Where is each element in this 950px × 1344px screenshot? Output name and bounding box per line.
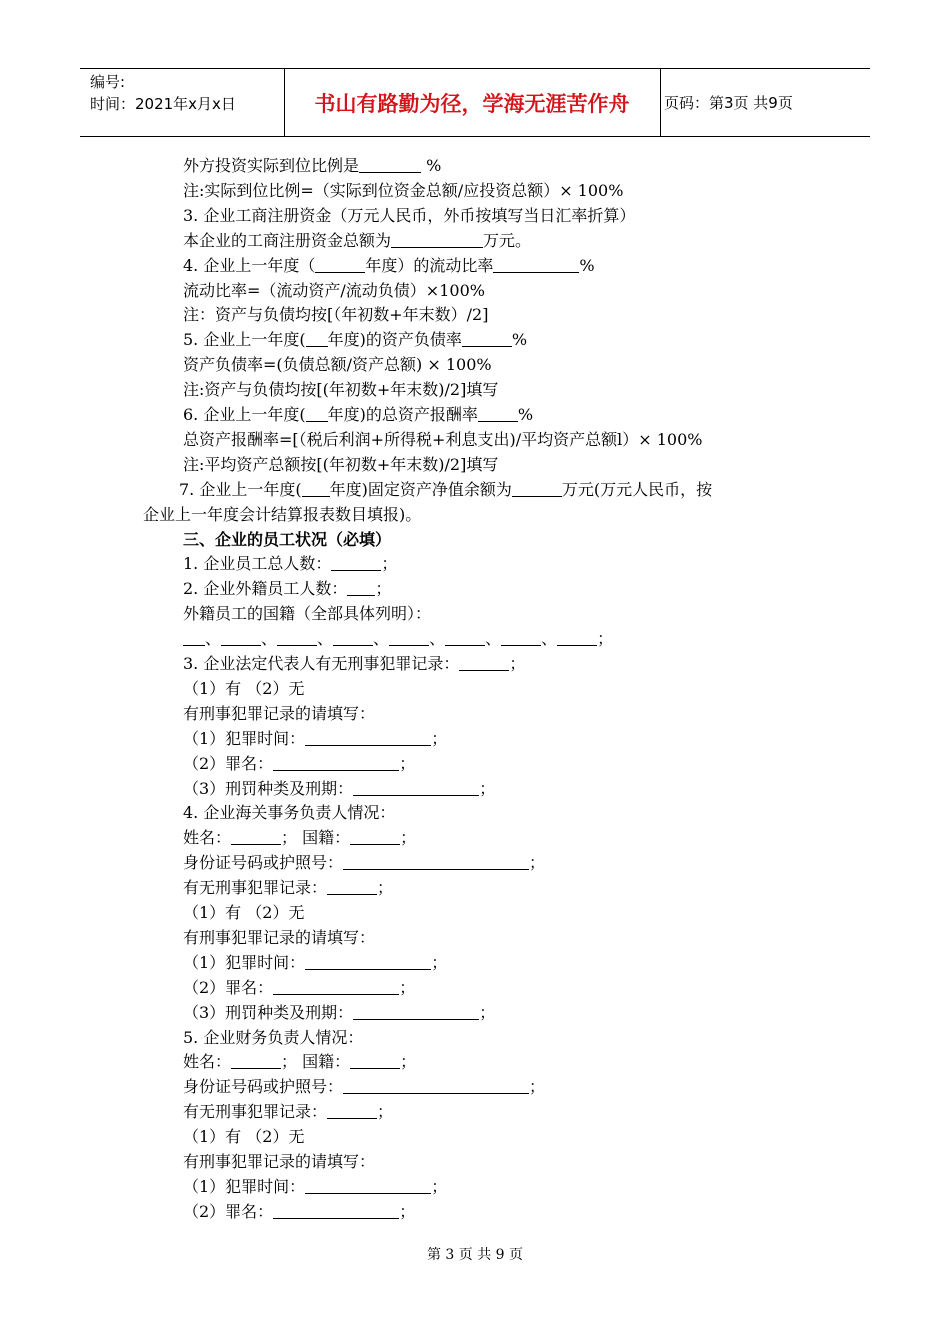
fill-blank[interactable] [277, 629, 317, 646]
line-text: （1）犯罪时间： [183, 1176, 306, 1196]
text-line [183, 777, 495, 801]
line-text: ； [431, 1176, 448, 1196]
line-text: 6. 企业上一年度( [183, 405, 306, 424]
fill-blank[interactable] [493, 256, 579, 273]
text-line [183, 229, 531, 253]
line-text: 注:资产与负债均按[(年初数+年末数)/2]填写 [183, 380, 499, 400]
line-text: 资产负债率=(负债总额/资产总额) × 100% [183, 355, 492, 375]
text-line [183, 1001, 495, 1025]
text-line [183, 627, 613, 651]
fill-blank[interactable] [306, 405, 328, 422]
line-text: 、 [205, 629, 222, 649]
line-text: ； [529, 1077, 546, 1097]
line-text: 总资产报酬率=[（税后利润+所得税+利息支出)/平均资产总额l）× 100% [183, 429, 703, 449]
line-text: 有刑事犯罪记录的请填写： [183, 927, 376, 947]
line-text: ； [431, 728, 448, 748]
text-line [183, 602, 431, 626]
line-text: （1）有 （2）无 [183, 678, 305, 698]
text-line [183, 1200, 415, 1224]
line-text: 姓名： [183, 1052, 232, 1072]
line-text: ； 国籍： [281, 828, 351, 848]
line-text: 万元。 [483, 230, 532, 250]
line-text: 、 [485, 629, 502, 649]
line-text: ； 国籍： [281, 1052, 351, 1072]
line-text: ； [479, 1002, 496, 1022]
line-text: ； [377, 1102, 394, 1122]
line-text: ； [375, 579, 392, 599]
line-text: ； [377, 878, 394, 898]
line-text: 有刑事犯罪记录的请填写： [183, 703, 376, 723]
line-text: 7. 企业上一年度( [179, 479, 302, 499]
line-text: % [421, 156, 442, 175]
line-text: ； [381, 554, 398, 574]
line-text: 、 [429, 629, 446, 649]
header-meta [90, 71, 236, 115]
text-line [183, 826, 416, 850]
fill-blank[interactable] [343, 853, 529, 870]
line-text: ； [399, 753, 416, 773]
line-text: 有刑事犯罪记录的请填写： [183, 1152, 376, 1171]
text-line [183, 951, 447, 975]
line-text: 4. 企业海关事务负责人情况： [183, 803, 396, 823]
fill-blank[interactable] [353, 779, 479, 796]
line-text: ； [529, 853, 546, 873]
text-line [183, 801, 395, 825]
fill-blank[interactable] [391, 231, 483, 248]
text-line [183, 926, 375, 950]
line-text: 1. 企业员工总人数： [183, 554, 332, 574]
header-page-info: 页码：第3页 共9页 [664, 94, 793, 112]
line-text: 三、企业的员工状况（必填） [183, 529, 392, 549]
line-text: 注:实际到位比例=（实际到位资金总额/应投资总额）× 100% [183, 180, 624, 200]
line-text: % [517, 405, 534, 424]
line-text: （1）有 （2）无 [183, 903, 305, 922]
line-text: （3）刑罚种类及刑期： [183, 1002, 354, 1022]
line-text: （2）罪名： [183, 977, 274, 997]
line-text: 流动比率=（流动资产/流动负债）×100% [183, 280, 485, 300]
text-line [183, 552, 397, 576]
line-text: 4. 企业上一年度（ [183, 255, 316, 275]
line-text: 年度)的资产负债率 [327, 330, 462, 350]
text-line [179, 478, 712, 502]
line-text: ； [400, 1052, 417, 1072]
text-line [183, 204, 635, 228]
page-header [80, 68, 870, 137]
line-text: 2. 企业外籍员工人数： [183, 579, 348, 599]
line-text: 企业上一年度会计结算报表数目填报)。 [143, 504, 422, 524]
line-text: （3）刑罚种类及刑期： [183, 778, 354, 798]
fill-blank[interactable] [221, 629, 261, 646]
line-text: 身份证号码或护照号： [183, 1077, 344, 1097]
line-text: （1）犯罪时间： [183, 728, 306, 748]
text-line [183, 876, 393, 900]
fill-blank[interactable] [347, 579, 375, 596]
text-line [183, 702, 375, 726]
line-text: ； [597, 629, 614, 649]
fill-blank[interactable] [305, 729, 431, 746]
fill-blank[interactable] [343, 1077, 529, 1094]
fill-blank[interactable] [327, 878, 377, 895]
fill-blank[interactable] [183, 629, 205, 646]
line-text: ； [399, 1201, 416, 1221]
line-text: % [579, 255, 595, 275]
text-line [183, 851, 545, 875]
text-line [183, 1125, 304, 1149]
fill-blank[interactable] [445, 629, 485, 646]
fill-blank[interactable] [302, 480, 330, 497]
fill-blank[interactable] [557, 629, 597, 646]
line-text: 注:平均资产总额按[(年初数+年末数)/2]填写 [183, 454, 499, 474]
fill-blank[interactable] [273, 1202, 399, 1219]
line-text: 、 [541, 629, 558, 649]
line-text: 外籍员工的国籍（全部具体列明）： [183, 604, 432, 624]
text-line [183, 1075, 545, 1099]
text-line [183, 179, 623, 203]
text-line [183, 976, 415, 1000]
fill-blank[interactable] [350, 1052, 400, 1069]
text-line [183, 353, 492, 377]
text-line [183, 528, 391, 552]
text-line [183, 403, 533, 427]
line-text: 、 [317, 629, 334, 649]
line-text: （2）罪名： [183, 753, 274, 773]
line-text: 年度)固定资产净值余额为 [329, 479, 512, 499]
fill-blank[interactable] [359, 156, 421, 173]
line-text: 3. 企业法定代表人有无刑事犯罪记录： [183, 654, 460, 673]
line-text: ； [479, 778, 496, 798]
text-line [183, 1175, 447, 1199]
text-line [183, 154, 441, 178]
line-text: 身份证号码或护照号： [183, 853, 344, 873]
text-line [183, 378, 498, 402]
fill-blank[interactable] [273, 754, 399, 771]
fill-blank[interactable] [512, 480, 562, 497]
line-text: ； [400, 828, 417, 848]
text-line [183, 328, 527, 352]
text-line [183, 279, 485, 303]
fill-blank[interactable] [231, 1052, 281, 1069]
fill-blank[interactable] [231, 828, 281, 845]
line-text: 、 [261, 629, 278, 649]
text-line [183, 1050, 416, 1074]
page-footer: 第 3 页 共 9 页 [426, 1247, 524, 1263]
text-line [183, 428, 702, 452]
text-line [183, 1150, 375, 1174]
line-text: 年度）的流动比率 [365, 255, 494, 275]
line-text: ； [399, 977, 416, 997]
date-label: 时间：2021年x月x日 [90, 95, 236, 113]
text-line [183, 453, 498, 477]
text-line [183, 901, 304, 925]
text-line [183, 577, 391, 601]
fill-blank[interactable] [327, 1102, 377, 1119]
line-text: 年度)的总资产报酬率 [327, 405, 478, 424]
line-text: （2）罪名： [183, 1201, 274, 1221]
fill-blank[interactable] [333, 629, 373, 646]
line-text: 万元(万元人民币，按 [561, 479, 713, 499]
header-motto: 书山有路勤为径，学海无涯苦作舟 [314, 91, 630, 116]
fill-blank[interactable] [305, 1177, 431, 1194]
line-text: 本企业的工商注册资金总额为 [183, 230, 392, 250]
fill-blank[interactable] [462, 330, 512, 347]
fill-blank[interactable] [331, 554, 381, 571]
line-text: 5. 企业财务负责人情况： [183, 1027, 364, 1047]
text-line [183, 652, 525, 676]
text-line [183, 727, 447, 751]
fill-blank[interactable] [501, 629, 541, 646]
fill-blank[interactable] [306, 330, 328, 347]
line-text: % [511, 330, 528, 350]
line-text: 有无刑事犯罪记录： [183, 878, 328, 898]
fill-blank[interactable] [315, 256, 365, 273]
text-line [143, 503, 421, 527]
line-text: 有无刑事犯罪记录： [183, 1102, 328, 1122]
line-text: 外方投资实际到位比例是 [183, 156, 360, 175]
line-text: ； [509, 654, 526, 673]
fill-blank[interactable] [478, 405, 518, 422]
line-text: 5. 企业上一年度( [183, 330, 306, 350]
line-text: 3. 企业工商注册资金（万元人民币，外币按填写当日汇率折算） [183, 205, 636, 225]
fill-blank[interactable] [389, 629, 429, 646]
fill-blank[interactable] [305, 953, 431, 970]
text-line [183, 254, 595, 278]
code-label: 编号: [90, 73, 126, 91]
fill-blank[interactable] [353, 1003, 479, 1020]
text-line [183, 303, 488, 327]
line-text: （1）犯罪时间： [183, 952, 306, 972]
text-line [183, 1100, 393, 1124]
fill-blank[interactable] [459, 654, 509, 671]
line-text: ； [431, 952, 448, 972]
text-line [183, 677, 304, 701]
fill-blank[interactable] [350, 828, 400, 845]
line-text: （1）有 （2）无 [183, 1127, 305, 1147]
line-text: 姓名： [183, 828, 232, 848]
text-line [183, 752, 415, 776]
header-divider [660, 69, 661, 136]
line-text: 注：资产与负债均按[（年初数+年末数）/2] [183, 305, 489, 325]
fill-blank[interactable] [273, 978, 399, 995]
text-line [183, 1026, 363, 1050]
line-text: 、 [373, 629, 390, 649]
